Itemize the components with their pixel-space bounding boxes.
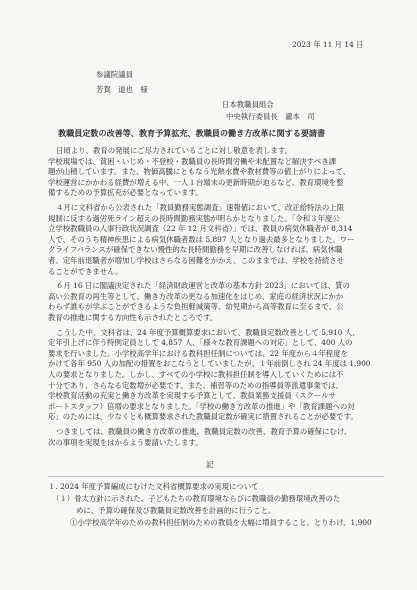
item-line: めに、予算の確保及び教職員定数改善を計画的に行うこと。 <box>76 506 276 516</box>
sender-name: 中央執行委員長 瀧本 司 <box>226 112 315 121</box>
recipient-name: 芳賀 道也 様 <box>96 85 148 94</box>
item-line: ①小学校高学年のための教科担任制のための教員を大幅に増員すること。とりわけ、1,900 <box>70 518 372 528</box>
paragraph-line: こうした中、文科省は、24 年度予算概算要求において、教職員定数改善として 5,910 人、 <box>56 327 360 337</box>
paragraph-line: クライフバランスが確保できない慢性的な長時間勤務を早期に改善しなければ、病気休職 <box>48 245 343 255</box>
paragraph-line: 学校運営にかかわる経費が増える中、一人１台端末の更新時期が迫るなど、教育環境を整 <box>48 177 344 187</box>
sender-organization: 日本教職員組合 <box>222 100 274 109</box>
paragraph-line: 次の事項を実現をはかるよう要請いたします。 <box>48 437 203 447</box>
item-heading: １. 2024 年度予算編成にむけた文科省概算要求の実現について <box>48 482 259 492</box>
paragraph-line: 十分であり、さらなる定数増が必要です。また、補習等のための指導員等派遣事業では、 <box>48 380 344 390</box>
paragraph-line: ６月 16 日に閣議決定された「経済財政運営と改革の基本方針 2023」においては、質の <box>56 281 350 291</box>
document-title: 教職員定数の改善等、教育予算拡充、教職員の働き方改革に関する要請書 <box>58 128 326 138</box>
paragraph-line: 学校教育活動の充実と働き方改革を実現する予算として、教員業務支援員（スクールサ <box>48 391 336 401</box>
paragraph-line: かけて各年 950 人の加配の措置をおこなうとしていましたが、１年前倒しされ 24 年度は 1,900 <box>48 359 371 369</box>
paragraph-line: ４月に文科省から公表された「教員勤務実態調査」速報値において、改正給特法の上限 <box>56 203 345 212</box>
paragraph-line: 規制に反する過労死ライン超えの長時間勤務実態が明らかとなりました。「令和３年度公 <box>48 213 340 223</box>
paragraph-line: 題が山積しています。また、物価高騰にともなう光熱水費や教材費等の値上がりによって、 <box>48 167 351 177</box>
paragraph-line: 者、定年前退職者が増加し学校はさらなる困難をかかえ、このままでは、学校を持続させ <box>48 256 345 265</box>
paragraph-line: 学校現場では、貧困・いじめ・不登校・教職員の長時間労働や未配置など解決すべき課 <box>48 156 337 166</box>
ki-heading: 記 <box>206 460 214 470</box>
paragraph-line: 人で、そのうち精神疾患による病気休職者数は 5,897 人となり過去最多となりました。ワー <box>48 234 355 244</box>
paragraph-line: ることができません。 <box>48 266 123 276</box>
paragraph-line: 立学校教職員の人事行政状況調査（22 年 12 月文科省）」では、教員の病気休職者が 8,314 <box>48 224 353 234</box>
paragraph-line: ポートスタッフ）倍増の要求となりました。「学校の働き方改革の推進」や「教育課題への対 <box>48 401 355 411</box>
paragraph-line: 高い公教育の再生等として、働き方改革の更なる加速化をはじめ、家庭の経済状況にかか <box>48 291 344 301</box>
paragraph-line: 要求を行いました。小学校高学年における教科担任制については、22 年度から４年程度を <box>48 348 348 358</box>
paragraph-line: 定年引上げに伴う特例定員として 4,857 人、「様々な教育課題への対応」として、400 人の <box>48 338 353 348</box>
paragraph-line: つきましては、教職員の働き方改革の推進、教職員定数の改善、教育予算の確保にむけ、 <box>56 427 352 436</box>
paragraph-line: 備するための予算拡充が必要となっています。 <box>48 188 203 198</box>
paragraph-line: わらず誰もが学ぶことができるような負担軽減策等、幼児期から高等教育に至るまで、公 <box>48 302 344 312</box>
paragraph-line: 人の要求となりました。しかし、すべての小学校に教科担任制を導入していくためには不 <box>48 370 344 379</box>
paragraph-line: 応」のためには、少なくとも概算要求された教職員定数が確実に措置されることが必要です。 <box>48 412 358 422</box>
paragraph-line: 教育の推進に関する方向性も示されたところです。 <box>48 313 218 322</box>
paragraph-line: 日頃より、教育の発展にご尽力されていることに対し敬意を表します。 <box>56 146 292 155</box>
section-divider <box>48 476 384 477</box>
document-date: 2023 年 11 月 14 日 <box>292 40 364 49</box>
recipient-title: 参議院議員 <box>96 70 133 79</box>
item-line: （１）骨太方針に示された、子どもたちの教育環境ならびに教職員の勤務環境改善のた <box>52 494 341 504</box>
